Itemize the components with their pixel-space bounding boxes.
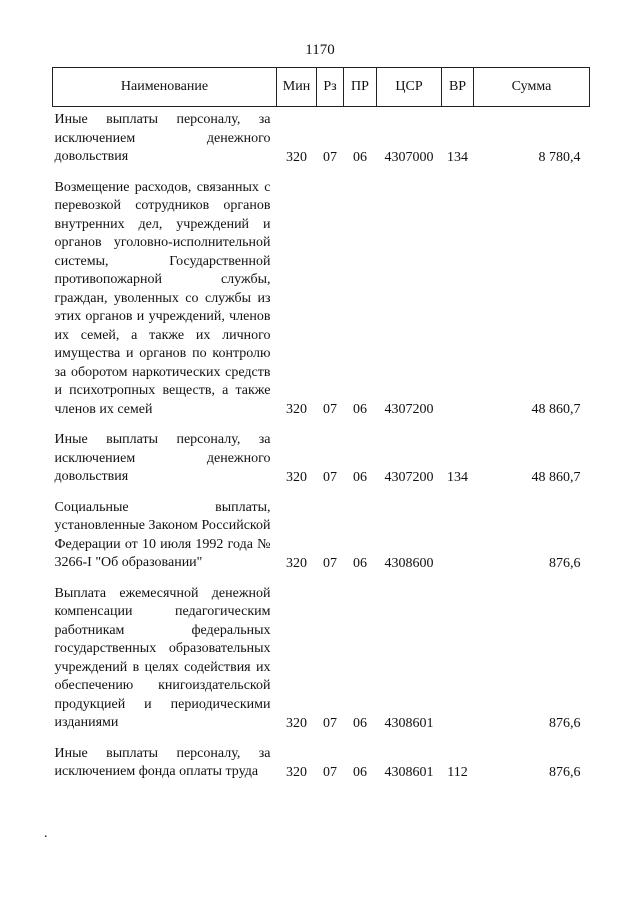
row-csr: 4307200 <box>384 402 434 417</box>
row-rz: 07 <box>323 149 337 165</box>
row-vr: 134 <box>447 149 468 165</box>
budget-table <box>52 67 590 790</box>
row-vr: 134 <box>447 469 468 485</box>
row-sum: 8 780,4 <box>538 149 581 165</box>
row-rz: 07 <box>323 715 337 731</box>
page-number: 1170 <box>305 42 335 58</box>
table-row <box>53 427 590 495</box>
row-rz: 07 <box>323 555 337 571</box>
row-csr: 4307200 <box>384 469 434 485</box>
header-sum: Сумма <box>474 68 590 107</box>
row-sum: 48 860,7 <box>531 469 581 485</box>
row-pr: 06 <box>353 555 367 571</box>
row-min: 320 <box>286 149 307 165</box>
row-min: 320 <box>286 555 307 571</box>
row-name: Возмещение расходов, связанных с перевозкой сотрудников органов внутренних дел, учреждений и органов уголовно-исполнительной системы, Государственной противопожарной службы, граждан, уволенных со службы из этих органов и учреждений, членов их семей, а также их личного имущества и органов по контролю за оборотом наркотических средств и психотропных веществ, а также членов их семей <box>54 179 271 417</box>
row-sum: 876,6 <box>549 555 581 571</box>
row-vr <box>442 495 474 581</box>
row-pr: 06 <box>353 149 367 165</box>
row-csr: 4308600 <box>384 555 434 571</box>
row-name: Иные выплаты персоналу, за исключением фонда оплаты труда <box>54 745 271 779</box>
row-vr <box>442 175 474 428</box>
header-csr: ЦСР <box>377 68 442 107</box>
row-csr: 4308601 <box>384 715 434 731</box>
header-rz: Рз <box>317 68 344 107</box>
table-row <box>53 495 590 581</box>
row-csr: 4307000 <box>384 149 434 165</box>
row-rz: 07 <box>323 402 337 417</box>
table-header-row <box>53 68 590 107</box>
row-pr: 06 <box>353 402 367 417</box>
row-pr: 06 <box>353 469 367 485</box>
row-min: 320 <box>286 764 307 780</box>
row-name: Иные выплаты персоналу, за исключением денежного довольствия <box>54 432 271 484</box>
header-name: Наименование <box>53 68 277 107</box>
table-row <box>53 581 590 741</box>
margin-mark: . <box>44 826 48 841</box>
header-min: Мин <box>277 68 317 107</box>
row-min: 320 <box>286 715 307 731</box>
header-pr: ПР <box>344 68 377 107</box>
row-vr: 112 <box>447 764 468 780</box>
row-sum: 876,6 <box>549 715 581 731</box>
table-row <box>53 741 590 790</box>
row-rz: 07 <box>323 469 337 485</box>
row-name: Социальные выплаты, установленные Законом Российской Федерации от 10 июля 1992 года № 3266-I "Об образовании" <box>54 499 271 570</box>
row-pr: 06 <box>353 764 367 780</box>
row-sum: 48 860,7 <box>531 402 581 417</box>
row-rz: 07 <box>323 764 337 780</box>
row-min: 320 <box>286 469 307 485</box>
header-vr: ВР <box>442 68 474 107</box>
row-pr: 06 <box>353 715 367 731</box>
row-sum: 876,6 <box>549 764 581 780</box>
row-vr <box>442 581 474 741</box>
table-row <box>53 107 590 175</box>
row-name: Иные выплаты персоналу, за исключением денежного довольствия <box>54 112 271 164</box>
table-row <box>53 175 590 428</box>
row-name: Выплата ежемесячной денежной компенсации педагогическим работникам федеральных государственных образовательных учреждений в целях содействия их обеспечению книгоиздательской продукцией и периодическими изданиями <box>54 585 271 730</box>
row-min: 320 <box>286 402 307 417</box>
row-csr: 4308601 <box>384 764 434 780</box>
